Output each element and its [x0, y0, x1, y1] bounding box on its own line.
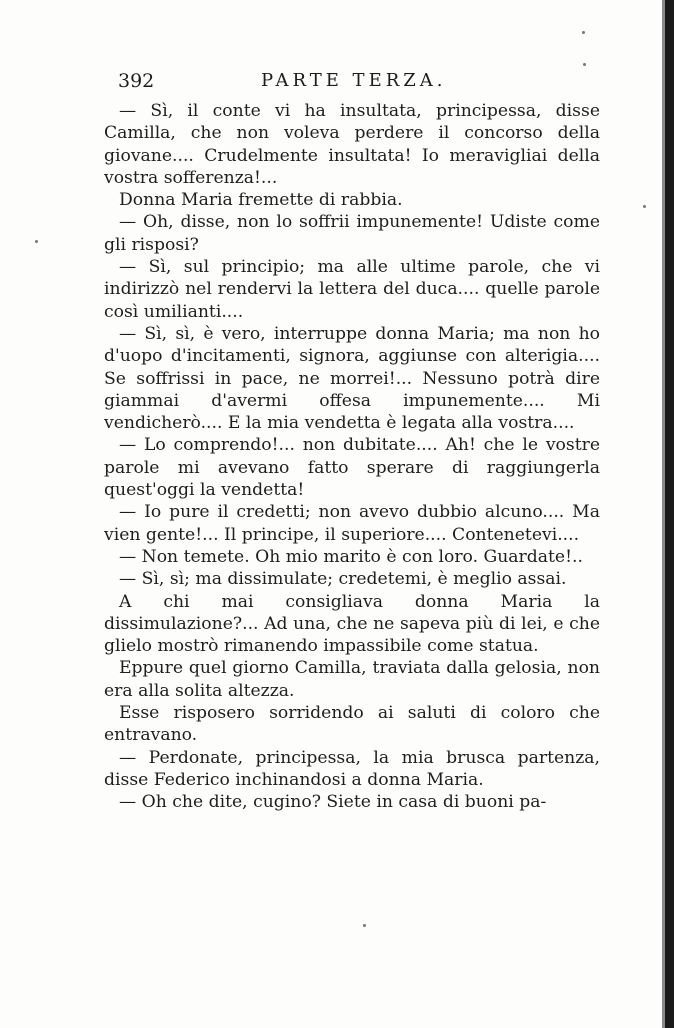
paper-speck [35, 240, 38, 243]
paragraph: — Non temete. Oh mio marito è con loro. Guardate!.. [119, 546, 583, 567]
body-text [104, 100, 600, 814]
paper-speck [363, 924, 366, 927]
page-number: 392 [118, 70, 155, 92]
paragraph: — Sì, sì, è vero, interruppe donna Maria; ma non ho d'uopo d'incitamenti, signora, aggiunse con alterigia.... Se soffrissi in pace, ne morrei!... Nessuno potrà dire giammai d'avermi offesa impunemente.... Mi vendicherò.... E la mia vendetta è legata alla vostra.... [104, 323, 600, 434]
paragraph: Esse risposero sorridendo ai saluti di coloro che entravano. [104, 703, 600, 746]
page-edge [665, 0, 674, 1028]
paragraph: — Lo comprendo!... non dubitate.... Ah! che le vostre parole mi avevano fatto sperare di raggiungerla quest'oggi la vendetta! [104, 435, 600, 501]
paragraph: — Perdonate, principessa, la mia brusca partenza, disse Federico inchinandosi a donna Maria. [104, 747, 600, 790]
paragraph: — Oh, disse, non lo soffrii impunemente! Udiste come gli risposi? [104, 212, 600, 255]
paragraph: — Io pure il credetti; non avevo dubbio alcuno.... Ma vien gente!... Il principe, il superiore.... Contenetevi.... [104, 502, 600, 545]
running-title: PARTE TERZA. [261, 70, 447, 91]
paper-speck [582, 31, 585, 34]
paragraph: Eppure quel giorno Camilla, traviata dalla gelosia, non era alla solita altezza. [104, 658, 600, 701]
paragraph: — Sì, il conte vi ha insultata, principessa, disse Camilla, che non voleva perdere il concorso della giovane.... Crudelmente insultata! Io meravigliai della vostra sofferenza!... [104, 101, 600, 188]
paragraph: A chi mai consigliava donna Maria la dissimulazione?... Ad una, che ne sapeva più di lei, e che glielo mostrò rimanendo impassibile come statua. [104, 591, 600, 657]
paragraph: — Oh che dite, cugino? Siete in casa di buoni pa- [119, 792, 547, 813]
page-header [118, 70, 600, 98]
paragraph: — Sì, sì; ma dissimulate; credetemi, è meglio assai. [119, 569, 567, 590]
paper-speck [583, 63, 586, 66]
paragraph: — Sì, sul principio; ma alle ultime parole, che vi indirizzò nel rendervi la lettera del duca.... quelle parole così umilianti.... [104, 257, 600, 322]
paragraph: Donna Maria fremette di rabbia. [119, 190, 403, 211]
paper-speck [643, 205, 646, 208]
